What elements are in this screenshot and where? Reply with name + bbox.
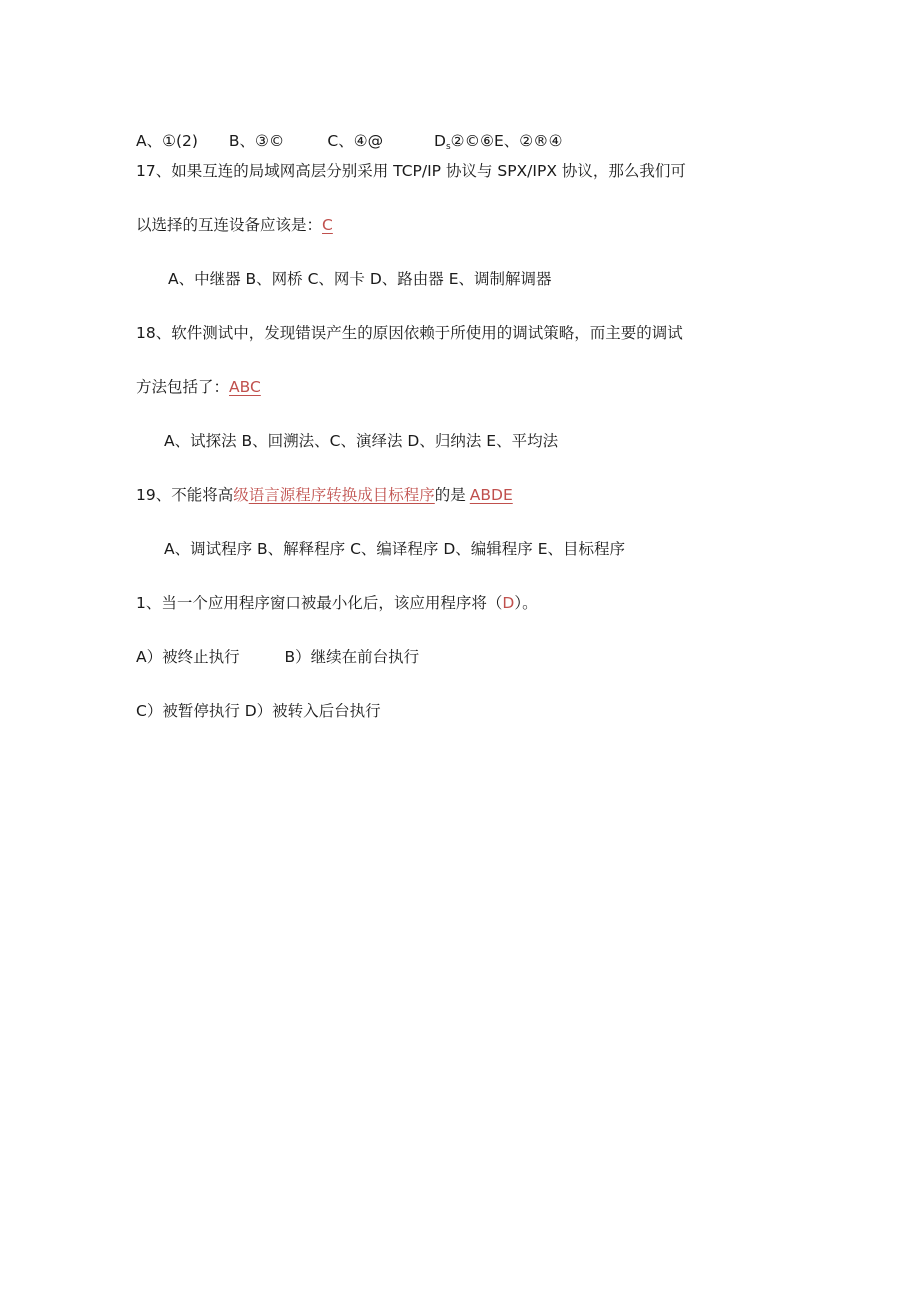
q1-option-b: B）继续在前台执行 <box>284 648 420 666</box>
q1-options-ab <box>136 646 419 668</box>
q17-text-prefix: 以选择的互连设备应该是： <box>136 216 323 234</box>
q1-options-cd: C）被暂停执行 D）被转入后台执行 <box>136 702 381 720</box>
q1-text-suffix: ）。 <box>514 594 538 612</box>
q18-text-line2 <box>136 376 261 398</box>
option-d-e-rest: ②©⑥E、②®④ <box>450 132 563 150</box>
q1-option-a: A）被终止执行 <box>136 648 240 666</box>
q17-text-line1: 17、如果互连的局域网高层分别采用 TCP/IP 协议与 SPX/IPX 协议，那么我们可 <box>136 162 686 180</box>
q18-answer: ABC <box>229 378 261 396</box>
q1-text-prefix: 1、当一个应用程序窗口被最小化后，该应用程序将（ <box>136 594 503 612</box>
q19-text <box>136 484 513 506</box>
option-d-e <box>434 130 563 158</box>
option-b: B、③© <box>228 132 285 150</box>
option-d-letter: D <box>434 132 446 150</box>
q18-options: A、试探法 B、回溯法、C、演绎法 D、归纳法 E、平均法 <box>164 432 559 450</box>
q1-text <box>136 592 538 614</box>
q19-underlined-text: 语言源程序转换成目标程序 <box>248 486 435 504</box>
option-c: C、④@ <box>327 132 384 150</box>
q18-text-prefix: 方法包括了： <box>136 378 230 396</box>
q17-answer: C <box>322 216 333 234</box>
q19-answer: ABDE <box>469 486 513 504</box>
prev-question-options <box>136 130 563 152</box>
option-a: A、①(2) <box>136 132 198 150</box>
q17-text-line2 <box>136 214 333 236</box>
option-d-subscript: s <box>445 142 451 152</box>
q19-options: A、调试程序 B、解释程序 C、编译程序 D、编辑程序 E、目标程序 <box>164 540 625 558</box>
q17-options: A、中继器 B、网桥 C、网卡 D、路由器 E、调制解调器 <box>168 270 552 288</box>
q19-text-prefix: 19、不能将高 <box>136 486 234 504</box>
q1-answer: D <box>502 594 515 612</box>
q18-text-line1: 18、软件测试中，发现错误产生的原因依赖于所使用的调试策略，而主要的调试 <box>136 324 683 342</box>
q19-text-suffix: 的是 <box>434 486 466 504</box>
q19-red-text: 级 <box>233 486 249 504</box>
